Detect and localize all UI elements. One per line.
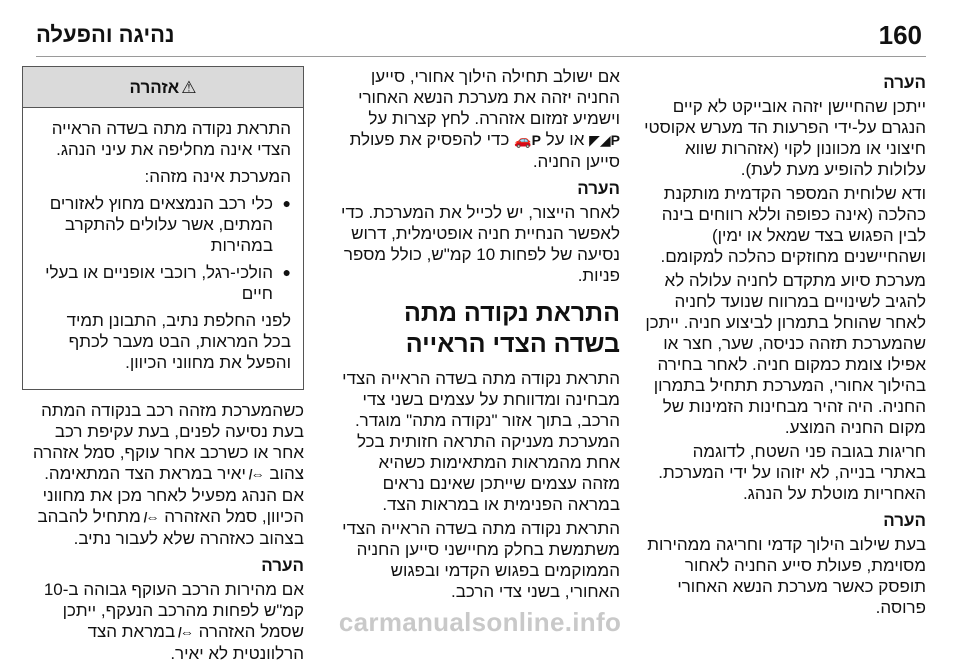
note-paragraph: לאחר הייצור, יש לכייל את המערכת. כדי לאפשר הנחיית חניה אופטימלית, דרוש נסיעה של לפחות 10 קמ"ש, כולל מספר פניות. (341, 203, 620, 285)
body-text: במראת הצד הרלוונטית לא יאיר. (87, 622, 304, 663)
note-heading: הערה (577, 179, 620, 198)
body-text: כשהמערכת מזהה רכב בנקודה המתה בעת נסיעה לפנים, בעת עקיפת רכב אחר או כשרכב אחר עוקף, סמל אזהרה צהוב (32, 401, 304, 483)
list-item: ● כלי רכב הנמצאים מחוץ לאזורים המתים, אשר עלולים להתקרב במהירות (35, 193, 273, 256)
body-paragraph (338, 66, 620, 172)
note-heading: הערה (883, 73, 926, 92)
section-title: נהיגה והפעלה (36, 22, 175, 47)
column-left (22, 66, 304, 667)
body-text: אם מהירות הרכב העוקף גבוהה ב-10 קמ"ש לפחות מהרכב הנעקף, ייתכן שסמל האזהרה (43, 580, 304, 641)
warning-paragraph: המערכת אינה מזהה: (144, 167, 291, 186)
warning-header (23, 67, 303, 108)
column-right (644, 66, 926, 621)
page-header (0, 0, 960, 56)
note-paragraph: חריגות בגובה פני השטח, לדוגמה באתרי בנייה, לא יזוהו על ידי המערכת. האחריות מוטלת על הנהג. (658, 442, 926, 503)
body-text: מתחיל להבהב בצהוב כאזהרה שלא לעבור נתיב. (37, 507, 304, 548)
note-paragraph: ייתכן שהחיישן יזהה אובייקט לא קיים הנגרם על-ידי הפרעות הד מערש אקוסטי חיצוני או מכוונון לקוי (אזהרות שווא עלולות להופיע מעת לעת). (644, 97, 926, 179)
body-text: יאיר במראת הצד המתאימה. אם הנהג מפעיל לאחר מכן את מחווני הכיוון, סמל האזהרה (42, 464, 304, 526)
note-paragraph: בעת שילוב הילוך קדמי וחריגה ממהירות מסוימת, פעולת סייע החניה לאחור תופסק כאשר מערכת הנשא האחורי פרוסה. (647, 535, 926, 617)
section-heading: התראת נקודה מתה בשדה הצדי הראייה (404, 299, 620, 358)
body-paragraph: התראת נקודה מתה בשדה הראייה הצדי משתמשת בחלק מחיישני סייען החניה הממוקמים בפגוש הקדמי ובפגוש האחורי, בשני צדי הרכב. (342, 519, 620, 601)
body-text: אם ישולב תחילה הילוך אחורי, סייען החניה יזהה את מערכת הנשא האחורי וישמיע זמזום אזהרה. לחץ קצרות על (358, 67, 620, 128)
body-text: כדי להפסיק את פעולת סייען החניה. (349, 130, 620, 171)
park-button-icon: P🚗 (514, 132, 541, 148)
header-divider (36, 56, 926, 57)
warning-icon: ⚠ (181, 77, 197, 97)
note-heading: הערה (883, 511, 926, 530)
blind-spot-icon: ⇎ (250, 466, 265, 482)
watermark: carmanualsonline.info (338, 607, 622, 637)
column-middle (338, 66, 620, 605)
warning-body (23, 108, 303, 389)
warning-paragraph: לפני החלפת נתיב, התבונן תמיד בכל המראות, הבט מעבר לכתף והפעל את מחווני הכיוון. (66, 311, 291, 372)
park-assist-icon: P◢◤ (589, 132, 620, 148)
warning-title: אזהרה (129, 77, 180, 97)
warning-paragraph: התראת נקודה מתה בשדה הראייה הצדי אינה מחליפה את עיני הנהג. (51, 119, 291, 159)
note-paragraph: מערכת סיוע מתקדם לחניה עלולה לא להגיב לשינויים במרווח שנועד לחניה לאחר שהוחל בתמרון לביצוע חניה. ייתכן שהמערכת תזהה כניסה, שער, חצר או אפילו צומת כמקום חניה. לאחר בחירה בהילוך אחורי, המערכת תתחיל בתמרון החניה. היה זהיר מבחינות הזמינות של מקום החניה המוצע. (645, 271, 926, 437)
blind-spot-icon: ⇎ (179, 624, 194, 640)
list-item: ● הולכי-רגל, רוכבי אופניים או בעלי חיים (35, 262, 273, 304)
warning-box (22, 66, 304, 390)
body-text: או על (545, 130, 585, 149)
body-paragraph (22, 400, 304, 549)
note-heading: הערה (261, 556, 304, 575)
note-paragraph: ודא שלוחית המספר הקדמית מותקנת כהלכה (אינה כפופה וללא רווחים בינה לבין הפגוש בצד שמאל או ימין) ושהחיישנים מחוזקים כהלכה למקומם. (660, 184, 926, 266)
blind-spot-icon: ⇎ (145, 509, 160, 525)
page-number: 160 (878, 20, 922, 50)
body-paragraph: התראת נקודה מתה בשדה הראייה הצדי מבחינה ומדווחת על עצמים בשני צדי הרכב, בתוך אזור "נקודה מתה" מוגדר. המערכת מעניקה התראה חזותית בכל אחת מהמראות המתאימות כשהיא מזהה עצמים שייתכן שאינם נראים במראה הפנימית או במראות הצד. (342, 369, 620, 514)
warning-list (35, 193, 291, 304)
